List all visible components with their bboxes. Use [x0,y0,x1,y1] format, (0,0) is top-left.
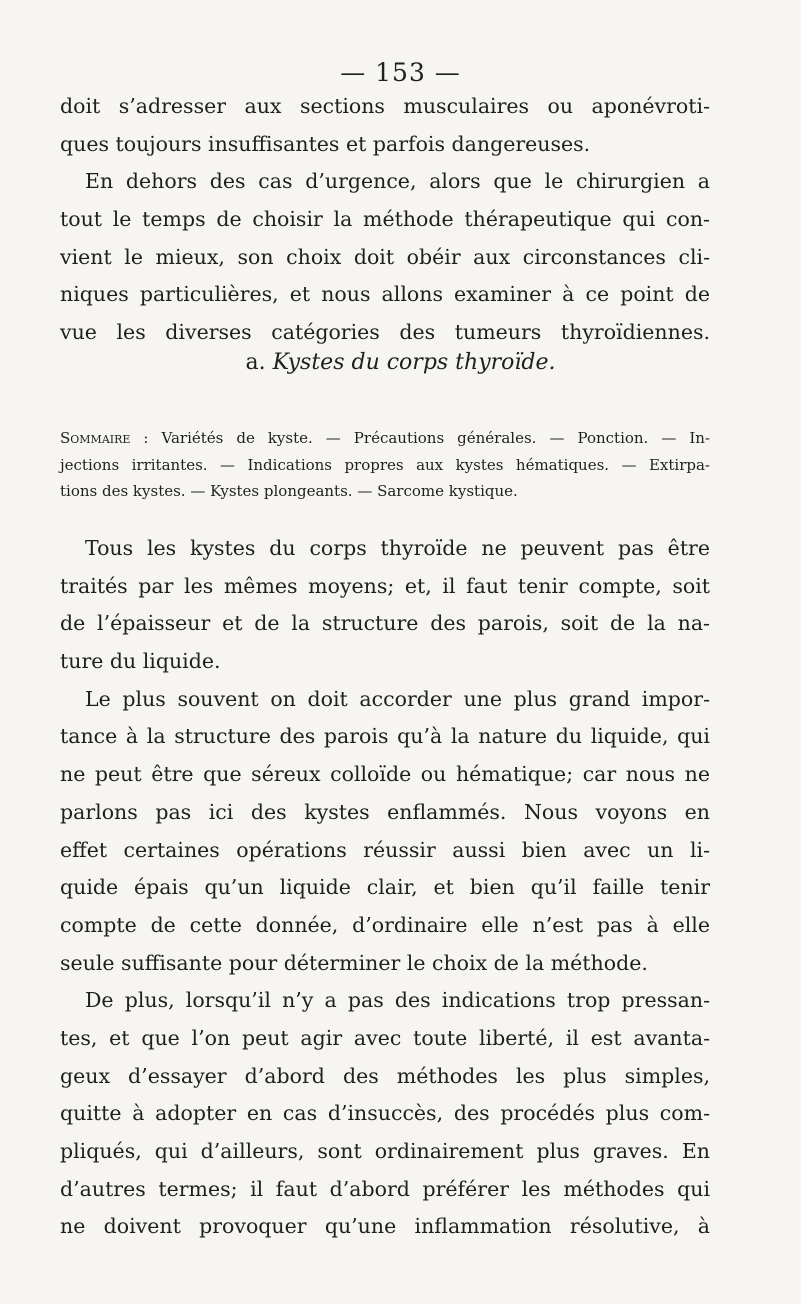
paragraph-1 [60,88,710,352]
text-line: traités par les mêmes moyens; et, il faut tenir compte, soit [60,573,710,598]
text-line: ques toujours insuffisantes et parfois dangereuses. [60,131,591,156]
summary-line: tions des kystes. — Kystes plongeants. — Sarcome kystique. [60,482,518,500]
text-line: vue les diverses catégories des tumeurs thyroïdiennes. [60,320,710,345]
text-line: tout le temps de choisir la méthode thérapeutique qui con- [60,207,710,232]
text-line: En dehors des cas d’urgence, alors que le chirurgien a [85,169,710,194]
section-heading [0,350,801,375]
text-line: ne doivent provoquer qu’une inflammation résolutive, à [60,1214,710,1239]
summary-line: jections irritantes. — Indications propres aux kystes hématiques. — Extirpa- [60,455,710,474]
summary-label: Sommaire [60,429,131,447]
text-line: vient le mieux, son choix doit obéir aux circonstances cli- [60,244,710,269]
text-line: quide épais qu’un liquide clair, et bien qu’il faille tenir [60,875,710,900]
text-line: Le plus souvent on doit accorder une plus grand impor- [85,686,710,711]
text-line: Tous les kystes du corps thyroïde ne peuvent pas être [85,536,710,560]
paragraph-2 [60,530,710,1246]
summary-block [60,425,710,505]
text-line: de l’épaisseur et de la structure des parois, soit de la na- [60,611,710,636]
text-line: effet certaines opérations réussir aussi bien avec un li- [60,837,710,862]
text-line: ne peut être que séreux colloïde ou hématique; car nous ne [60,762,710,787]
page-number: — 153 — [340,58,461,87]
summary-line [60,425,710,452]
text-line: De plus, lorsqu’il n’y a pas des indications trop pressan- [85,988,710,1013]
text-line: doit s’adresser aux sections musculaires ou aponévroti- [60,94,710,118]
text-line: geux d’essayer d’abord des méthodes les plus simples, [60,1063,710,1088]
summary-text: : Variétés de kyste. — Précautions générales. — Ponction. — In- [130,429,710,447]
text-line: parlons pas ici des kystes enflammés. Nous voyons en [60,799,710,824]
text-line: niques particulières, et nous allons examiner à ce point de [60,282,710,307]
text-line: d’autres termes; il faut d’abord préférer les méthodes qui [60,1176,710,1201]
text-line: tance à la structure des parois qu’à la nature du liquide, qui [60,724,710,749]
text-line: pliqués, qui d’ailleurs, sont ordinairement plus graves. En [60,1139,710,1163]
text-line: compte de cette donnée, d’ordinaire elle n’est pas à elle [60,912,710,937]
section-title: Kystes du corps thyroïde. [272,350,556,375]
text-line: seule suffisante pour déterminer le choix de la méthode. [60,950,648,975]
section-label: a. [245,350,266,375]
text-line: quitte à adopter en cas d’insuccès, des procédés plus com- [60,1101,710,1126]
text-line: tes, et que l’on peut agir avec toute liberté, il est avanta- [60,1025,710,1050]
text-line: ture du liquide. [60,649,221,674]
